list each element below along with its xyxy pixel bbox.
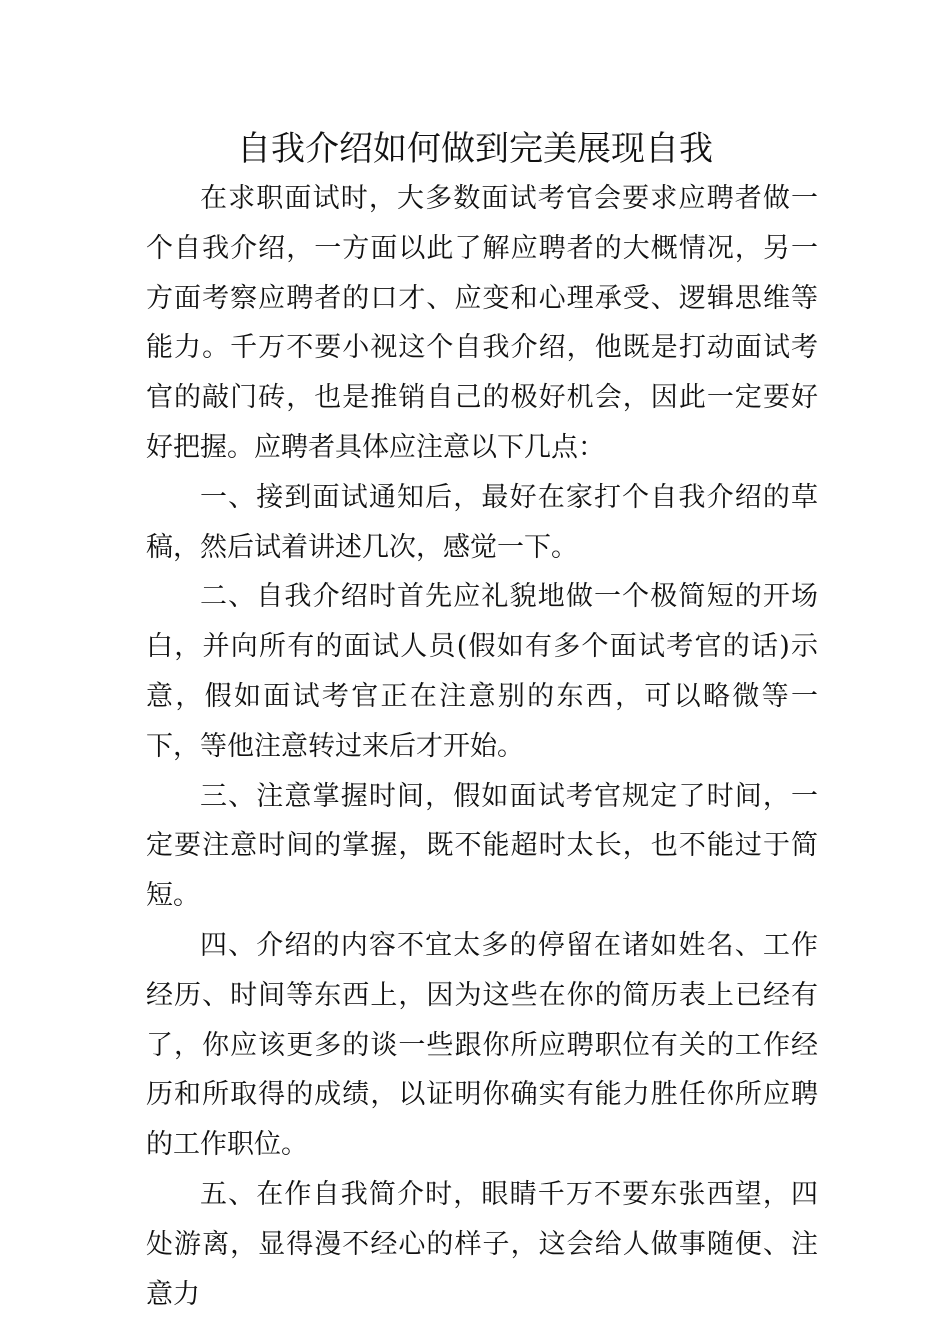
document-body [146,174,818,1319]
paragraph-point-3: 三、注意掌握时间，假如面试考官规定了时间，一定要注意时间的掌握，既不能超时太长，也不能过于简短。 [146,780,818,912]
paragraph-point-4: 四、介绍的内容不宜太多的停留在诸如姓名、工作经历、时间等东西上，因为这些在你的简历表上已经有了，你应该更多的谈一些跟你所应聘职位有关的工作经历和所取得的成绩，以证明你确实有能力胜任你所应聘的工作职位。 [146,929,818,1161]
paragraph-point-5: 五、在作自我简介时，眼睛千万不要东张西望，四处游离，显得漫不经心的样子，这会给人做事随便、注意力 [146,1178,818,1310]
paragraph-point-2: 二、自我介绍时首先应礼貌地做一个极简短的开场白，并向所有的面试人员(假如有多个面试考官的话)示意，假如面试考官正在注意别的东西，可以略微等一下，等他注意转过来后才开始。 [146,581,818,762]
paragraph-point-1: 一、接到面试通知后，最好在家打个自我介绍的草稿，然后试着讲述几次，感觉一下。 [146,481,818,563]
document-title: 自我介绍如何做到完美展现自我 [237,129,713,169]
paragraph-intro: 在求职面试时，大多数面试考官会要求应聘者做一个自我介绍，一方面以此了解应聘者的大概情况，另一方面考察应聘者的口才、应变和心理承受、逻辑思维等能力。千万不要小视这个自我介绍，他既是打动面试考官的敲门砖，也是推销自己的极好机会，因此一定要好好把握。应聘者具体应注意以下几点： [146,183,818,463]
